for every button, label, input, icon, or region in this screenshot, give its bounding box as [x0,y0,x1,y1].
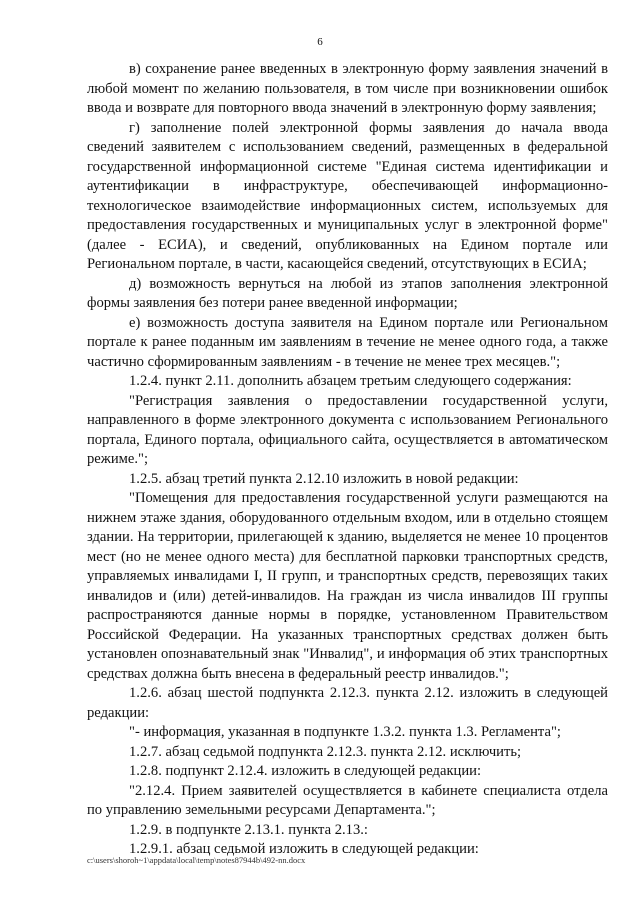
paragraph-1-2-9-1: 1.2.9.1. абзац седьмой изложить в следующей редакции: [129,841,479,857]
paragraph-v: в) сохранение ранее введенных в электронную форму заявления значений в любой момент по желанию пользователя, в том числе при возникновении ошибок ввода и возврате для повторного ввода значений в электронную форму заявления; [87,61,608,116]
paragraph-1-2-4: 1.2.4. пункт 2.11. дополнить абзацем третьим следующего содержания: [129,373,572,389]
paragraph-premises-quote: "Помещения для предоставления государственной услуги размещаются на нижнем этаже здания, оборудованного отдельным входом, или в отдельно стоящем здании. На территории, прилегающей к зданию, выделяется не менее 10 процентов мест (но не менее одного места) для бесплатной парковки транспортных средств, управляемых инвалидами I, II групп, и транспортных средств, перевозящих таких инвалидов и (или) детей-инвалидов. На граждан из числа инвалидов III группы распространяются данные нормы в порядке, установленном Правительством Российской Федерации. На указанных транспортных средствах должен быть установлен опознавательный знак "Инвалид", и информация об этих транспортных средствах должна быть внесена в федеральный реестр инвалидов."; [87,490,608,682]
document-body [87,60,608,860]
page-number: 6 [317,36,323,48]
paragraph-d: д) возможность вернуться на любой из этапов заполнения электронной формы заявления без потери ранее введенной информации; [87,275,608,311]
paragraph-1-2-9: 1.2.9. в подпункте 2.13.1. пункта 2.13.: [129,821,368,838]
paragraph-1-2-7: 1.2.7. абзац седьмой подпункта 2.12.3. пункта 2.12. исключить; [129,743,522,760]
paragraph-reception-quote: "2.12.4. Прием заявителей осуществляется в кабинете специалиста отдела по управлению земельными ресурсами Департамента."; [87,782,608,818]
file-path-footer: c:\users\shoroh~1\appdata\local\temp\notes87944b\492-nn.docx [87,855,306,865]
paragraph-1-2-8: 1.2.8. подпункт 2.12.4. изложить в следующей редакции: [129,763,482,779]
paragraph-information-quote: "- информация, указанная в подпункте 1.3.2. пункта 1.3. Регламента"; [129,724,561,740]
paragraph-registration-quote: "Регистрация заявления о предоставлении государственной услуги, направленного в форме электронного документа с использованием Регионального портала, Единого портала, официального сайта, осуществляется в автоматическом режиме."; [87,392,608,467]
paragraph-g: г) заполнение полей электронной формы заявления до начала ввода сведений заявителем с использованием сведений, размещенных в федеральной государственной информационной системе "Единая система идентификации и аутентификации в инфраструктуре, обеспечивающей информационно-технологическое взаимодействие информационных систем, используемых для предоставления государственных и муниципальных услуг в электронной форме" (далее - ЕСИА), и сведений, опубликованных на Едином портале или Региональном портале, в части, касающейся сведений, отсутствующих в ЕСИА; [87,119,608,272]
paragraph-1-2-6: 1.2.6. абзац шестой подпункта 2.12.3. пункта 2.12. изложить в следующей редакции: [87,685,608,721]
paragraph-e: е) возможность доступа заявителя на Едином портале или Региональном портале к ранее поданным им заявлениям в течение не менее одного года, а также частично сформированным заявлениям - в течение не менее трех месяцев."; [87,314,608,370]
paragraph-1-2-5: 1.2.5. абзац третий пункта 2.12.10 изложить в новой редакции: [129,470,519,487]
